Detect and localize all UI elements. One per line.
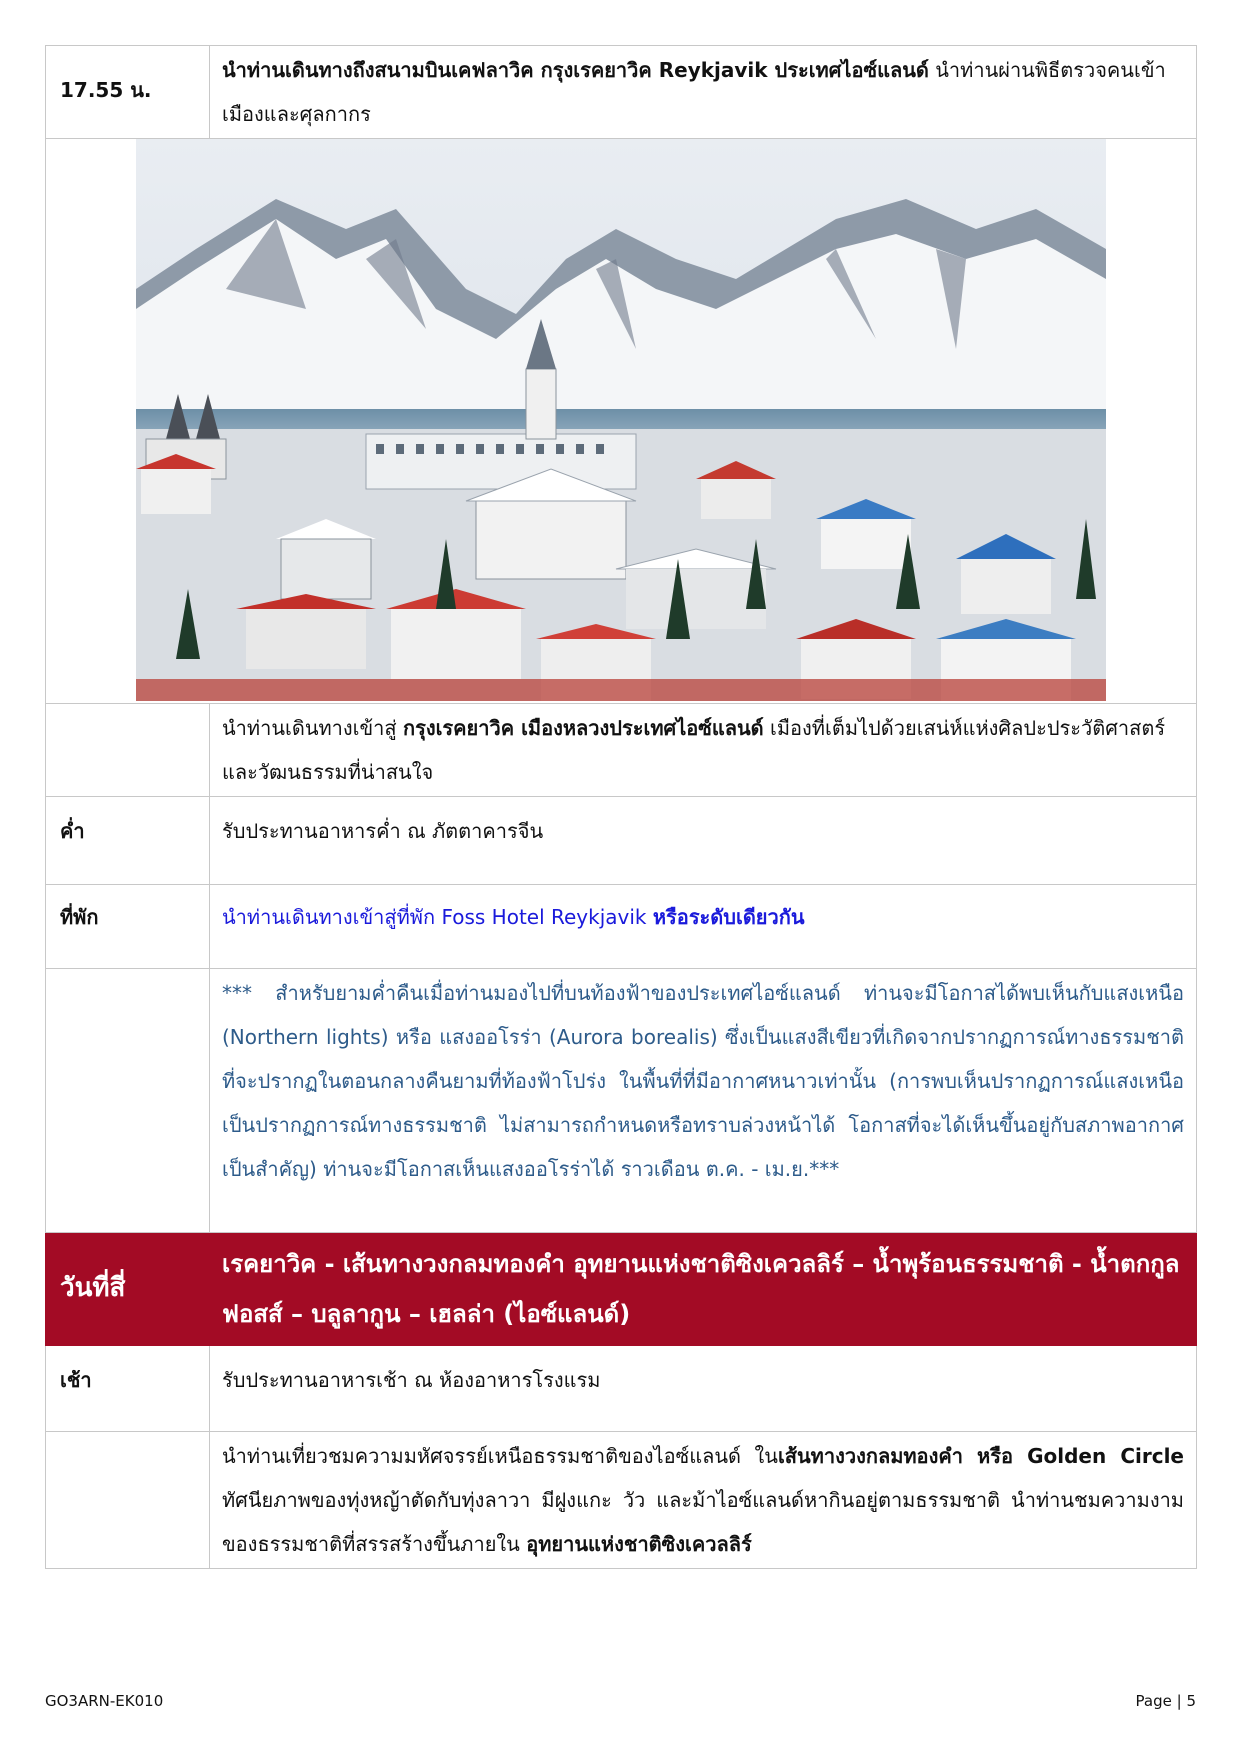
photo-cell	[46, 139, 1197, 704]
row-breakfast	[46, 1346, 1197, 1432]
day4-title: เรคยาวิค - เส้นทางวงกลมทองคำ อุทยานแห่งชาติซิงเควลลิร์ – น้ำพุร้อนธรรมชาติ - น้ำตกกูลฟอสส์ – บลูลากูน – เฮลล่า (ไอซ์แลนด์)	[210, 1233, 1197, 1346]
row-dinner	[46, 797, 1197, 885]
arrival-time: 17.55 น.	[60, 78, 152, 102]
time-label	[46, 46, 210, 139]
row-hotel	[46, 885, 1197, 969]
arrival-rest: นำท่านผ่านพิธีตรวจคนเข้าเมืองและศุลกากร	[222, 58, 1166, 126]
hotel-label: ที่พัก	[46, 885, 210, 969]
park-bold: อุทยานแห่งชาติซิงเควลลิร์	[526, 1532, 752, 1556]
arrival-bold: นำท่านเดินทางถึงสนามบินเคฟลาวิค กรุงเรคยาวิค Reykjavik ประเทศไอซ์แลนด์	[222, 58, 929, 82]
golden-circle-text: นำท่านเที่ยวชมความมหัศจรรย์เหนือธรรมชาติของไอซ์แลนด์ ในเส้นทางวงกลมทองคำ หรือ Golden Circle ทัศนียภาพของทุ่งหญ้าตัดกับทุ่งลาวา มีฝูงแกะ วัว และม้าไอซ์แลนด์หากินอยู่ตามธรรมชาติ นำท่านชมความงามของธรรมชาติที่สรรสร้างขึ้นภายใน อุทยานแห่งชาติซิงเควลลิร์	[210, 1432, 1197, 1569]
arrival-text	[210, 46, 1197, 139]
day4-label: วันที่สี่	[46, 1233, 210, 1346]
dinner-text: รับประทานอาหารค่ำ ณ ภัตตาคารจีน	[210, 797, 1197, 885]
city-bold: กรุงเรคยาวิค เมืองหลวงประเทศไอซ์แลนด์	[402, 716, 764, 740]
city-text: นำท่านเดินทางเข้าสู่ กรุงเรคยาวิค เมืองหลวงประเทศไอซ์แลนด์ เมืองที่เต็มไปด้วยเสน่ห์แห่งศิลปะประวัติศาสตร์ และวัฒนธรรมที่น่าสนใจ	[210, 704, 1197, 797]
row-aurora-note	[46, 969, 1197, 1233]
hotel-text: นำท่านเดินทางเข้าสู่ที่พัก Foss Hotel Reykjavik หรือระดับเดียวกัน	[210, 885, 1197, 969]
row-photo	[46, 139, 1197, 704]
footer-page: Page | 5	[1135, 1692, 1196, 1710]
row-city	[46, 704, 1197, 797]
row-arrival	[46, 46, 1197, 139]
row-golden-circle	[46, 1432, 1197, 1569]
footer-code: GO3ARN-EK010	[45, 1692, 164, 1710]
golden-circle-bold: เส้นทางวงกลมทองคำ หรือ Golden Circle	[777, 1444, 1184, 1468]
row-day4-header	[46, 1233, 1197, 1346]
breakfast-text: รับประทานอาหารเช้า ณ ห้องอาหารโรงแรม	[210, 1346, 1197, 1432]
dinner-label: ค่ำ	[46, 797, 210, 885]
itinerary-table	[45, 45, 1197, 1569]
breakfast-label: เช้า	[46, 1346, 210, 1432]
reykjavik-photo	[136, 139, 1106, 701]
aurora-note: *** สำหรับยามค่ำคืนเมื่อท่านมองไปที่บนท้องฟ้าของประเทศไอซ์แลนด์ ท่านจะมีโอกาสได้พบเห็นกับแสงเหนือ (Northern lights) หรือ แสงออโรร่า (Aurora borealis) ซึ่งเป็นแสงสีเขียวที่เกิดจากปรากฏการณ์ทางธรรมชาติ ที่จะปรากฏในตอนกลางคืนยามที่ท้องฟ้าโปร่ง ในพื้นที่ที่มีอากาศหนาวเท่านั้น (การพบเห็นปรากฏการณ์แสงเหนือ เป็นปรากฏการณ์ทางธรรมชาติ ไม่สามารถกำหนดหรือทราบล่วงหน้าได้ โอกาสที่จะได้เห็นขึ้นอยู่กับสภาพอากาศเป็นสำคัญ) ท่านจะมีโอกาสเห็นแสงออโรร่าได้ ราวเดือน ต.ค. - เม.ย.***	[210, 969, 1197, 1233]
hotel-bold: หรือระดับเดียวกัน	[652, 905, 805, 929]
